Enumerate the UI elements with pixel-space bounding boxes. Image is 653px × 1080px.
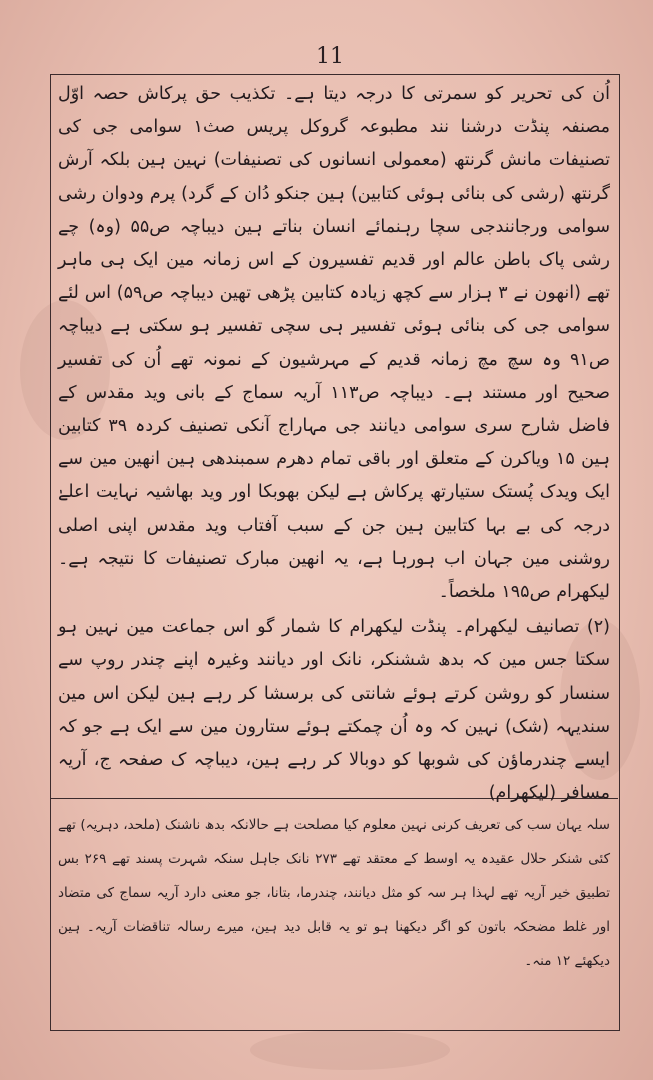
paragraph: (۲) تصانیف لیکھرام۔ پنڈت لیکھرام کا شمار گو اس جماعت مین نہین ہو سکتا جس مین کہ بدھ ششنکر، نانک اور دیانند وغیرہ اپنے چندر روپ سے سنسار کو روشن کرتے ہوئے شانتی کی برسشا کر رہے ہین لیکن اس مین سندیہہ (شک) نہین کہ وہ اُن چمکتے ہوئے ستارون مین سے ایک ہے جو کہ ایسے چندرماؤن کی شوبھا کو دوبالا کر رہے ہین، دیباچہ ک صفحہ ج، آریہ مسافر (لیکھرام): [58, 617, 610, 804]
main-text-block: [58, 78, 610, 804]
footnote: سلہ یہان سب کی تعریف کرنی نہین معلوم کیا مصلحت ہے حالانکہ بدھ ناشنک (ملحد، دہریہ) تھے کئی شنکر حلال عقیدہ یہ اوسط کے معتقد تھے ۲۷۳ نانک جاہل سنکہ شہرت پسند تھے ۲۶۹ بس تطبیق خیر آریہ تھے لہذا ہر سہ کو مثل دیانند، چندرما، بتانا، جو معنی دارد آریہ سماج کی متضاد اور غلط مضحکہ باتون کو اگر دیکھنا ہو تو یہ قابل دید ہین، میرے رسالہ تناقضات آریہ۔ ہین دیکھئے ۱۲ منہ۔: [58, 817, 611, 969]
paper-stain: [250, 1030, 450, 1070]
paragraph: اُن کی تحریر کو سمرتی کا درجہ دیتا ہے۔ تکذیب حق پرکاش حصہ اوّل مصنفہ پنڈت درشنا نند مطبوعہ گروکل پریس صث۱ سوامی جی کی تصنیفات مانش گرنتھ (معمولی انسانوں کی تصنیفات) نہین ہین بلکہ آرش گرنتھ (رشی کی بنائی ہوئی کتابین) ہین جنکو دُان کے گرد) پرم ودوان رشی سوامی ورجانندجی سچا رہنمائے انسان بناتے ہین دیباچہ ص۵۵ (وہ) چے رشی پاک باطن عالم اور قدیم تفسیرون کے اس زمانہ مین ایک ہی ماہر تھے (انھون نے ۳ ہزار سے کچھ زیادہ کتابین پڑھی تھین دیباچہ ص۵۹) اس لئے سوامی جی کی بنائی ہوئی تفسیر ہی سچی تفسیر ہو سکتی ہے دیباچہ ص۹۱ وہ سچ مچ زمانہ قدیم کے مہرشیون کے نمونہ تھے اُن کی تفسیر صحیح اور مستند ہے۔ دیباچہ ص۱۱۳ آریہ سماج کے بانی وید مقدس کے فاضل شارح سری سوامی دیانند جی مہاراج آنکی تصنیف کردہ ۳۹ کتابین ہین ۱۵ ویاکرن کے متعلق اور باقی تمام دھرم سمبندھی ہین انھین مین سے ایک ویدک پُستک ستیارتھ پرکاش ہے لیکن بھوبکا اور وید بھاشیہ نہایت اعلےٰ درجہ کی بے بہا کتابین ہین جن کے سبب آفتاب وید مقدس اپنی اصلی روشنی مین جہان اب ہورہا ہے، یہ انھین مبارک تصنیفات کا نتیجہ ہے۔ لیکھرام ص۱۹۵ ملخصاً۔: [58, 84, 610, 603]
page-number: 11: [316, 44, 344, 69]
